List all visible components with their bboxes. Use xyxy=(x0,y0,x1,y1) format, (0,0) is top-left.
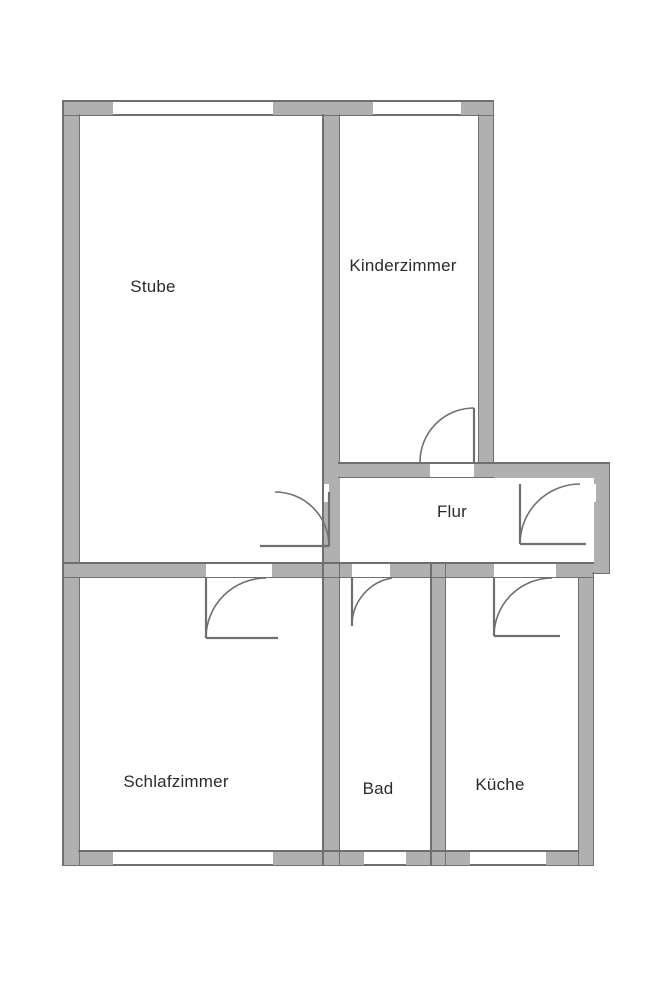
window-kueche-bottom xyxy=(470,851,546,865)
window-bad-bottom xyxy=(364,851,406,865)
door-bad xyxy=(352,578,404,634)
outline-inner-top xyxy=(62,115,494,117)
room-label-kinderzimmer: Kinderzimmer xyxy=(349,256,457,275)
door-schlafzimmer xyxy=(206,578,286,650)
room-label-bad: Bad xyxy=(362,779,394,798)
wall-outer-left-lower xyxy=(62,570,80,866)
outline-flur-south-top xyxy=(62,562,594,564)
outline-inner-bottom xyxy=(78,850,578,852)
wall-schlafzimmer-bad xyxy=(322,562,340,866)
door-flur-entry xyxy=(520,484,592,550)
room-label-flur: Flur xyxy=(436,502,468,521)
outline-inner-right-lower xyxy=(578,578,580,866)
outline-schlaf-bad-right xyxy=(339,562,341,866)
window-kinderzimmer-top xyxy=(373,101,461,115)
wall-outer-left-upper xyxy=(62,100,80,578)
window-stube-top xyxy=(113,101,273,115)
room-label-stube: Stube xyxy=(130,277,176,296)
outline-right-flur xyxy=(609,462,611,574)
door-stube-flur xyxy=(260,492,332,554)
outline-inner-left-lower xyxy=(79,578,81,866)
door-kueche xyxy=(494,578,570,646)
outline-bad-kueche-left xyxy=(430,562,432,866)
window-schlafzimmer-bottom xyxy=(113,851,273,865)
room-label-kueche: Küche xyxy=(475,775,525,794)
outline-right-lower xyxy=(593,572,595,866)
wall-flur-top xyxy=(478,462,610,478)
outline-flur-bottom xyxy=(592,573,610,575)
outline-inner-left-upper xyxy=(79,114,81,562)
door-kinderzimmer-flur xyxy=(420,400,490,480)
room-label-schlafzimmer: Schlafzimmer xyxy=(123,772,229,791)
outline-bad-kueche-right xyxy=(445,562,447,866)
outline-stube-kz-right xyxy=(339,114,341,462)
outline-schlaf-bad-left xyxy=(322,562,324,866)
outline-flur-top xyxy=(492,462,610,464)
outline-right-upper xyxy=(493,100,495,462)
outline-top xyxy=(62,100,494,102)
outline-bottom xyxy=(62,865,594,867)
outline-left xyxy=(62,100,64,866)
